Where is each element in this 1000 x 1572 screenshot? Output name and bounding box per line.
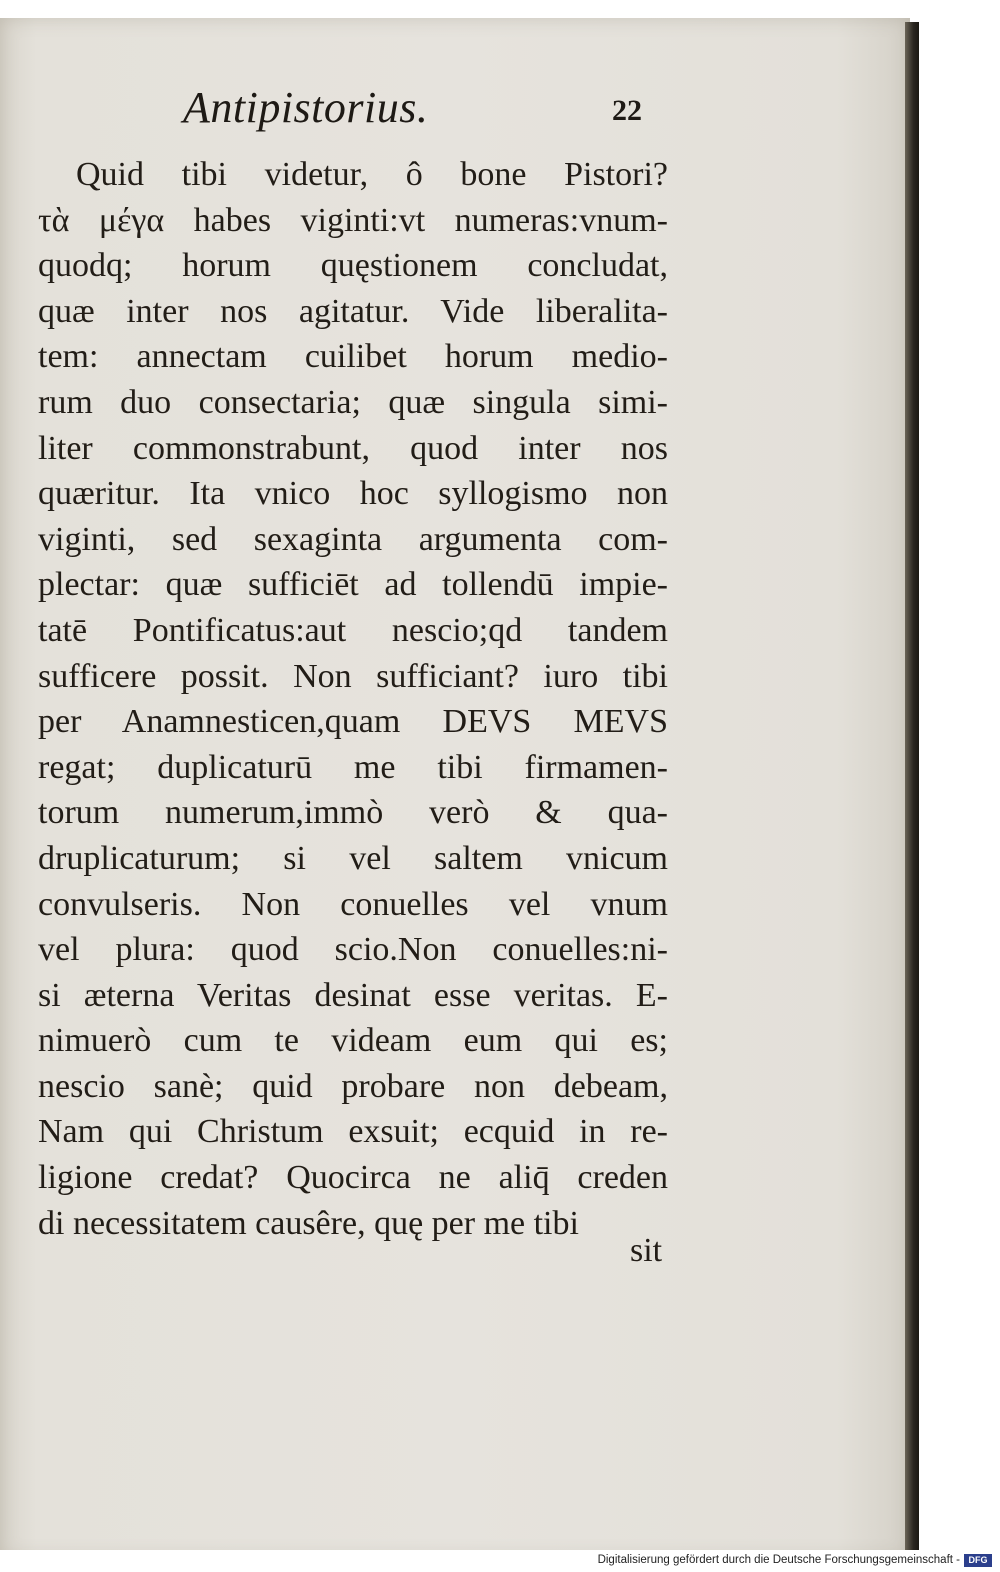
- body-text: [38, 152, 668, 1246]
- dfg-logo: DFG: [964, 1554, 992, 1567]
- text-line: regat; duplicaturū me tibi firmamen-: [38, 748, 668, 786]
- page-edge-shadow: [905, 22, 919, 1552]
- running-title: Antipistorius.: [183, 83, 429, 132]
- text-line: Quid tibi videtur, ô bone Pistori?: [76, 156, 668, 193]
- text-line: τὰ μέγα habes viginti:vt numeras:vnum-: [38, 201, 668, 239]
- text-line: viginti, sed sexaginta argumenta com-: [38, 520, 668, 558]
- catchword: sit: [630, 1232, 663, 1269]
- text-line: vel plura: quod scio.Non conuelles:ni-: [38, 931, 668, 969]
- page-header: [0, 80, 900, 140]
- page-number: 22: [612, 94, 642, 127]
- text-line: ligione credat? Quocirca ne aliq̄ creden: [38, 1159, 668, 1197]
- text-line: quodq; horum quęstionem concludat,: [38, 247, 668, 285]
- text-line: nimuerò cum te videam eum qui es;: [38, 1022, 668, 1060]
- text-line: convulseris. Non conuelles vel vnum: [38, 885, 668, 923]
- funding-credit: Digitalisierung gefördert durch die Deutsche Forschungsgemeinschaft -: [597, 1554, 960, 1566]
- text-line: torum numerum,immò verò & qua-: [38, 794, 668, 832]
- text-line: Nam qui Christum exsuit; ecquid in re-: [38, 1113, 668, 1151]
- text-line: rum duo consectaria; quæ singula simi-: [38, 383, 668, 421]
- text-line: quæritur. Ita vnico hoc syllogismo non: [38, 475, 668, 513]
- text-line: liter commonstrabunt, quod inter nos: [38, 429, 668, 467]
- text-line: di necessitatem causêre, quę per me tibi: [38, 1204, 579, 1242]
- text-line: nescio sanè; quid probare non debeam,: [38, 1067, 668, 1105]
- text-line: tatē Pontificatus:aut nescio;qd tandem: [38, 611, 668, 649]
- footer-bar: [0, 1550, 1000, 1572]
- text-line: si æterna Veritas desinat esse veritas. E-: [38, 976, 668, 1014]
- text-line: sufficere possit. Non sufficiant? iuro tibi: [38, 657, 668, 695]
- text-line: quæ inter nos agitatur. Vide liberalita-: [38, 292, 668, 330]
- text-line: tem: annectam cuilibet horum medio-: [38, 338, 668, 376]
- text-line: per Anamnesticen,quam DEVS MEVS: [38, 703, 668, 741]
- text-line: plectar: quæ sufficiēt ad tollendū impie-: [38, 566, 668, 604]
- text-line: druplicaturum; si vel saltem vnicum: [38, 839, 668, 877]
